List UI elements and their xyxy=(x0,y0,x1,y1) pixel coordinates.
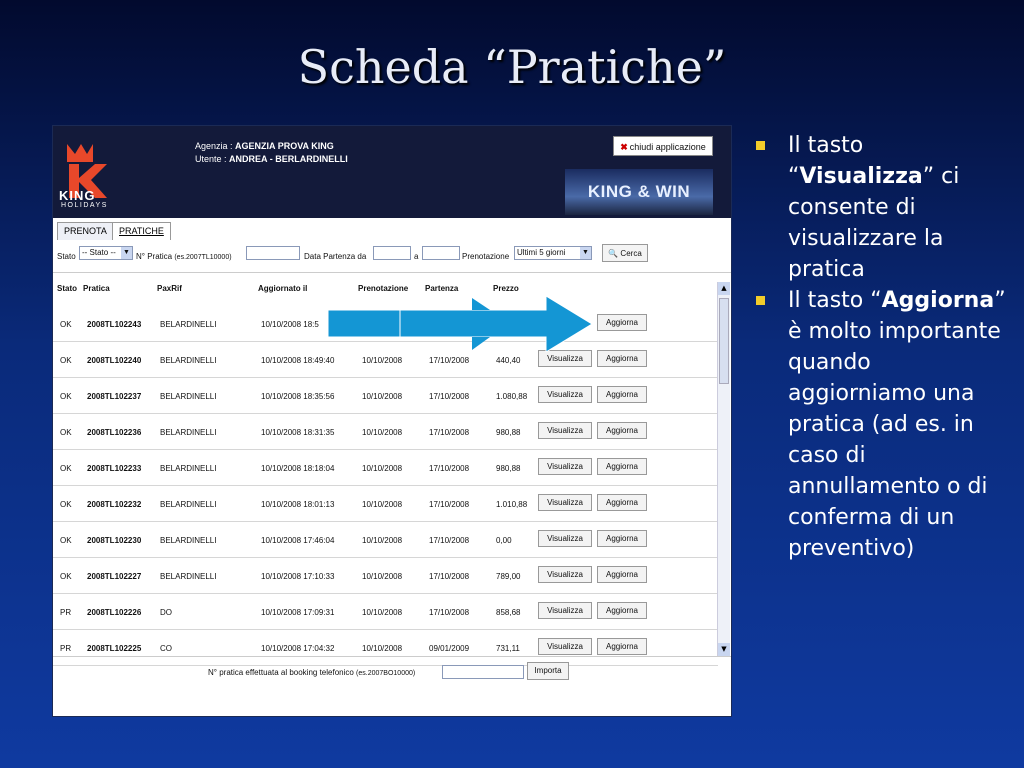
cell-stato: PR xyxy=(60,644,72,653)
cell-stato: OK xyxy=(60,572,72,581)
partenza-label: Data Partenza da xyxy=(304,252,367,261)
view-button[interactable]: Visualizza xyxy=(538,530,592,547)
cell-partenza: 17/10/2008 xyxy=(429,356,470,365)
col-pratica: Pratica xyxy=(83,284,110,293)
cell-stato: OK xyxy=(60,392,72,401)
cell-pratica: 2008TL102233 xyxy=(87,464,142,473)
import-input[interactable] xyxy=(442,665,524,679)
view-button[interactable]: Visualizza xyxy=(538,566,592,583)
table-body xyxy=(53,306,718,666)
bullet-text-post: ” ci consente di visualizzare la pratica xyxy=(788,164,960,282)
cell-aggiornato: 10/10/2008 18:31:35 xyxy=(261,428,335,437)
cell-stato: OK xyxy=(60,428,72,437)
import-bar xyxy=(53,656,731,683)
slide-title: Scheda “Pratiche” xyxy=(297,40,727,94)
cell-paxrif: CO xyxy=(160,644,172,653)
bullet-text-pre: Il tasto “ xyxy=(788,288,882,313)
cell-stato: OK xyxy=(60,320,72,329)
a-label: a xyxy=(414,252,419,261)
pratica-input[interactable] xyxy=(246,246,300,260)
update-button[interactable]: Aggiorna xyxy=(597,386,647,403)
close-app-button[interactable] xyxy=(613,136,713,156)
col-prenotazione: Prenotazione xyxy=(358,284,409,293)
cell-pratica: 2008TL102232 xyxy=(87,500,142,509)
agency-info xyxy=(195,140,348,166)
cell-partenza: 17/10/2008 xyxy=(429,572,470,581)
cell-pratica: 2008TL102243 xyxy=(87,320,142,329)
cell-stato: OK xyxy=(60,536,72,545)
cell-partenza: 17/10/2008 xyxy=(429,428,470,437)
import-label-text: N° pratica effettuata al booking telefonico xyxy=(208,668,354,677)
cell-partenza: 09/01/2009 xyxy=(429,644,470,653)
table-row xyxy=(53,450,718,486)
pratica-label xyxy=(136,252,232,261)
cell-paxrif: BELARDINELLI xyxy=(160,320,217,329)
col-paxrif: PaxRif xyxy=(157,284,182,293)
cell-aggiornato: 10/10/2008 18:01:13 xyxy=(261,500,335,509)
cell-paxrif: DO xyxy=(160,608,172,617)
cell-aggiornato: 10/10/2008 18:35:56 xyxy=(261,392,335,401)
update-button[interactable]: Aggiorna xyxy=(597,638,647,655)
cell-prenotazione: 10/10/2008 xyxy=(362,644,403,653)
cell-aggiornato: 10/10/2008 17:10:33 xyxy=(261,572,335,581)
cell-aggiornato: 10/10/2008 18:5 xyxy=(261,320,319,329)
cell-pratica: 2008TL102240 xyxy=(87,356,142,365)
pratica-label-text: N° Pratica xyxy=(136,252,173,261)
pratica-hint: (es.2007TL10000) xyxy=(174,254,232,261)
cell-stato: OK xyxy=(60,356,72,365)
cell-paxrif: BELARDINELLI xyxy=(160,500,217,509)
cell-paxrif: BELARDINELLI xyxy=(160,356,217,365)
update-button[interactable]: Aggiorna xyxy=(597,422,647,439)
bullet-square-icon xyxy=(756,141,765,150)
filter-bar xyxy=(53,240,731,273)
cell-pratica: 2008TL102230 xyxy=(87,536,142,545)
close-app-label: chiudi applicazione xyxy=(629,142,706,152)
agency-label: Agenzia : xyxy=(195,141,233,151)
scroll-down-icon[interactable]: ▼ xyxy=(718,643,730,656)
cell-pratica: 2008TL102236 xyxy=(87,428,142,437)
chevron-down-icon: ▼ xyxy=(580,247,591,259)
search-icon: 🔍 xyxy=(608,249,619,258)
bullet-text-pre: Il tasto “ xyxy=(788,133,864,189)
view-button[interactable]: Visualizza xyxy=(538,350,592,367)
view-button[interactable]: Visualizza xyxy=(538,638,592,655)
scrollbar[interactable] xyxy=(717,282,730,656)
update-button[interactable]: Aggiorna xyxy=(597,314,647,331)
cell-partenza: 17/10/2008 xyxy=(429,464,470,473)
cell-prezzo: 1.080,88 xyxy=(496,392,528,401)
tab-bar xyxy=(53,218,731,240)
app-header xyxy=(53,126,731,218)
king-win-banner: KING & WIN xyxy=(565,169,713,215)
col-prezzo: Prezzo xyxy=(493,284,519,293)
table-row xyxy=(53,486,718,522)
logo-sub: HOLIDAYS xyxy=(61,202,108,209)
cell-stato: OK xyxy=(60,464,72,473)
bullet-text-bold: Visualizza xyxy=(799,164,923,189)
view-button[interactable]: Visualizza xyxy=(538,494,592,511)
cell-paxrif: BELARDINELLI xyxy=(160,572,217,581)
cell-prezzo: 0,00 xyxy=(496,536,512,545)
cell-prezzo: 789,00 xyxy=(496,572,521,581)
view-button[interactable]: Visualizza xyxy=(538,458,592,475)
stato-label: Stato xyxy=(57,252,76,261)
cell-prenotazione: 10/10/2008 xyxy=(362,608,403,617)
cell-prenotazione: 10/10/2008 xyxy=(362,500,403,509)
view-button[interactable]: Visualizza xyxy=(538,422,592,439)
partenza-to-input[interactable] xyxy=(422,246,460,260)
cell-prezzo: 440,40 xyxy=(496,356,521,365)
cell-partenza: 17/10/2008 xyxy=(429,608,470,617)
tab-pratiche[interactable]: PRATICHE xyxy=(112,222,171,240)
cell-paxrif: BELARDINELLI xyxy=(160,392,217,401)
bullet-text-bold: Aggiorna xyxy=(881,288,995,313)
chevron-down-icon: ▼ xyxy=(121,247,132,259)
cell-prezzo: 858,68 xyxy=(496,608,521,617)
prenotazione-select-value: Ultimi 5 giorni xyxy=(517,248,566,257)
cell-aggiornato: 10/10/2008 17:04:32 xyxy=(261,644,335,653)
cell-aggiornato: 10/10/2008 17:46:04 xyxy=(261,536,335,545)
col-partenza: Partenza xyxy=(425,284,459,293)
prenotazione-label: Prenotazione xyxy=(462,252,510,261)
logo-brand: KING xyxy=(59,188,96,203)
update-button[interactable]: Aggiorna xyxy=(597,530,647,547)
cell-prenotazione: 10/10/2008 xyxy=(362,464,403,473)
cell-partenza: 17/10/2008 xyxy=(429,536,470,545)
cell-prenotazione: 10/10/2008 xyxy=(362,428,403,437)
col-aggiornato: Aggiornato il xyxy=(258,284,308,293)
bullet-square-icon xyxy=(756,296,765,305)
bullet-text-post: ” è molto importante quando aggiorniamo una pratica (ad es. in caso di annullamento o di conferma di un preventivo) xyxy=(788,288,1006,561)
cell-prezzo: 980,88 xyxy=(496,428,521,437)
scroll-up-icon[interactable]: ▲ xyxy=(718,282,730,295)
cell-paxrif: BELARDINELLI xyxy=(160,536,217,545)
stato-select[interactable] xyxy=(79,246,133,260)
prenotazione-select[interactable] xyxy=(514,246,592,260)
update-button[interactable]: Aggiorna xyxy=(597,566,647,583)
cell-prenotazione: 10/10/2008 xyxy=(362,356,403,365)
cell-prenotazione: 10/10/2008 xyxy=(362,572,403,581)
cell-stato: OK xyxy=(60,500,72,509)
table-row xyxy=(53,522,718,558)
partenza-from-input[interactable] xyxy=(373,246,411,260)
cell-pratica: 2008TL102227 xyxy=(87,572,142,581)
close-icon: ✖ xyxy=(620,142,628,152)
bullet-item xyxy=(748,285,1010,564)
update-button[interactable]: Aggiorna xyxy=(597,602,647,619)
bullet-list xyxy=(748,130,1010,564)
cell-paxrif: BELARDINELLI xyxy=(160,464,217,473)
cell-prezzo: 1.010,88 xyxy=(496,500,528,509)
cell-prezzo: 980,88 xyxy=(496,464,521,473)
cell-partenza: 17/10/2008 xyxy=(429,500,470,509)
cell-aggiornato: 10/10/2008 17:09:31 xyxy=(261,608,335,617)
user-value: ANDREA - BERLARDINELLI xyxy=(229,154,348,164)
cell-aggiornato: 10/10/2008 18:49:40 xyxy=(261,356,335,365)
cell-prezzo: 731,11 xyxy=(496,644,520,653)
search-button-label: Cerca xyxy=(620,249,642,258)
col-stato: Stato xyxy=(57,284,77,293)
update-button[interactable]: Aggiorna xyxy=(597,458,647,475)
cell-pratica: 2008TL102225 xyxy=(87,644,142,653)
import-hint: (es.2007BO10000) xyxy=(356,670,416,677)
cell-partenza: 17/10/2008 xyxy=(429,392,470,401)
import-button[interactable]: Importa xyxy=(527,662,569,680)
table-row xyxy=(53,414,718,450)
cell-prenotazione: 10/10/2008 xyxy=(362,392,403,401)
agency-value: AGENZIA PROVA KING xyxy=(235,141,334,151)
tab-prenota[interactable]: PRENOTA xyxy=(57,222,114,240)
bullet-item xyxy=(748,130,1010,285)
view-button[interactable]: Visualizza xyxy=(538,602,592,619)
view-button[interactable]: Visualizza xyxy=(538,386,592,403)
search-button[interactable] xyxy=(602,244,648,262)
cell-stato: PR xyxy=(60,608,72,617)
update-button[interactable]: Aggiorna xyxy=(597,494,647,511)
cell-pratica: 2008TL102226 xyxy=(87,608,142,617)
cell-prenotazione: 10/10/2008 xyxy=(362,536,403,545)
table-row xyxy=(53,558,718,594)
table-row xyxy=(53,594,718,630)
table-row xyxy=(53,378,718,414)
import-label xyxy=(208,668,415,677)
arrow-pointer-icon xyxy=(328,296,596,352)
cell-pratica: 2008TL102237 xyxy=(87,392,142,401)
scroll-thumb[interactable] xyxy=(719,298,729,384)
app-screenshot xyxy=(52,125,732,717)
cell-aggiornato: 10/10/2008 18:18:04 xyxy=(261,464,335,473)
update-button[interactable]: Aggiorna xyxy=(597,350,647,367)
user-label: Utente : xyxy=(195,154,227,164)
cell-paxrif: BELARDINELLI xyxy=(160,428,217,437)
stato-select-value: -- Stato -- xyxy=(82,248,116,257)
